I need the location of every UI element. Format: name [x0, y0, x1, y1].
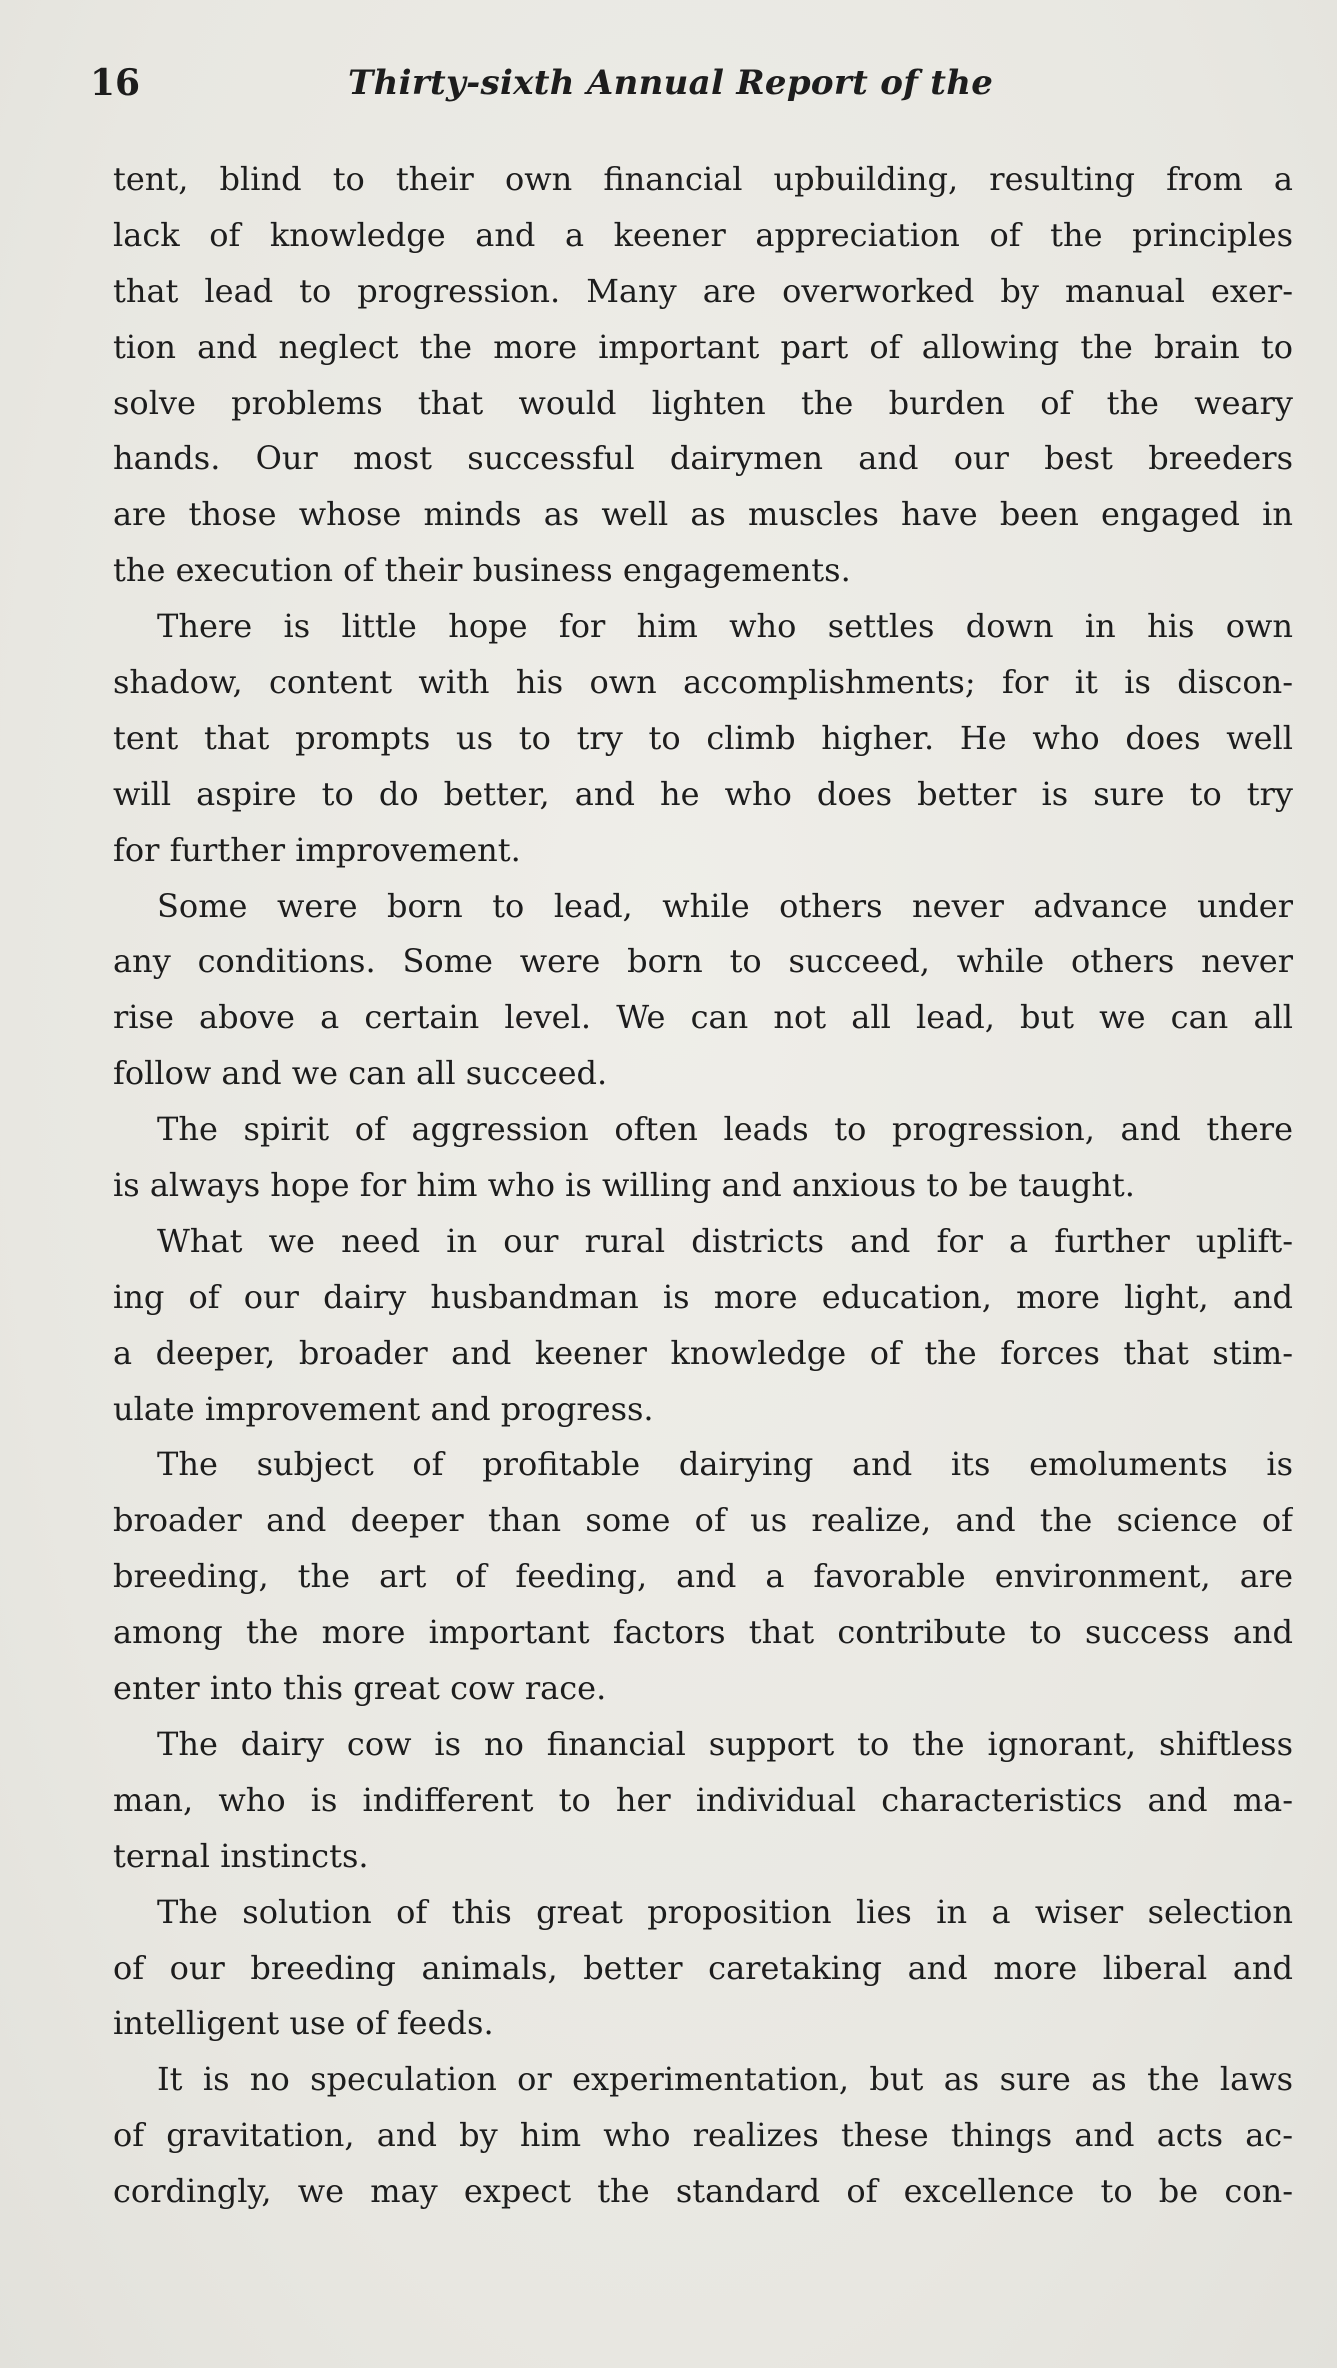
text-line: is always hope for him who is willing and anxious to be taught. — [113, 1166, 1135, 1205]
text-line: cordingly, we may expect the standard of excellence to be con- — [113, 2172, 1293, 2211]
page-header — [90, 58, 1290, 108]
text-line: ulate improvement and progress. — [113, 1389, 654, 1428]
text-line: There is little hope for him who settles down in his own — [157, 607, 1293, 646]
paragraph — [113, 152, 1293, 599]
text-line: Some were born to lead, while others never advance under — [157, 886, 1293, 925]
text-line: solve problems that would lighten the burden of the weary — [113, 383, 1293, 422]
text-line: tion and neglect the more important part of allowing the brain to — [113, 327, 1293, 366]
text-line: ing of our dairy husbandman is more education, more light, and — [113, 1277, 1293, 1316]
text-line: ternal instincts. — [113, 1836, 369, 1875]
text-line: of gravitation, and by him who realizes these things and acts ac- — [113, 2116, 1293, 2155]
text-line: The dairy cow is no financial support to the ignorant, shiftless — [157, 1724, 1293, 1763]
paragraph — [113, 1437, 1293, 1716]
page-number: 16 — [90, 62, 141, 104]
paragraph — [113, 2052, 1293, 2220]
text-line: will aspire to do better, and he who does better is sure to try — [113, 774, 1293, 813]
text-line: shadow, content with his own accomplishments; for it is discon- — [113, 663, 1293, 702]
text-line: It is no speculation or experimentation, but as sure as the laws — [157, 2060, 1293, 2099]
text-line: rise above a certain level. We can not all lead, but we can all — [113, 998, 1293, 1037]
text-line: What we need in our rural districts and for a further uplift- — [157, 1221, 1293, 1260]
text-line: any conditions. Some were born to succeed, while others never — [113, 942, 1293, 981]
paragraph — [113, 1214, 1293, 1438]
text-line: breeding, the art of feeding, and a favorable environment, are — [113, 1557, 1293, 1596]
text-line: follow and we can all succeed. — [113, 1054, 608, 1093]
text-line: The spirit of aggression often leads to progression, and there — [157, 1110, 1293, 1149]
paragraph — [113, 1885, 1293, 2053]
running-head: Thirty-sixth Annual Report of the — [348, 63, 994, 103]
text-line: the execution of their business engagements. — [113, 551, 851, 590]
text-line: The solution of this great proposition lies in a wiser selection — [157, 1892, 1293, 1931]
paragraph — [113, 599, 1293, 878]
text-line: that lead to progression. Many are overworked by manual exer- — [113, 271, 1293, 310]
text-line: hands. Our most successful dairymen and our best breeders — [113, 439, 1293, 478]
text-line: The subject of profitable dairying and its emoluments is — [157, 1445, 1293, 1484]
body-text — [113, 152, 1293, 2220]
text-line: a deeper, broader and keener knowledge of the forces that stim- — [113, 1333, 1293, 1372]
paragraph — [113, 879, 1293, 1103]
paragraph — [113, 1717, 1293, 1885]
text-line: intelligent use of feeds. — [113, 2004, 494, 2043]
text-line: of our breeding animals, better caretaking and more liberal and — [113, 1948, 1293, 1987]
text-line: tent that prompts us to try to climb higher. He who does well — [113, 718, 1293, 757]
text-line: are those whose minds as well as muscles have been engaged in — [113, 495, 1293, 534]
text-line: man, who is indifferent to her individual characteristics and ma- — [113, 1780, 1293, 1819]
paragraph — [113, 1102, 1293, 1214]
text-line: broader and deeper than some of us realize, and the science of — [113, 1501, 1293, 1540]
text-line: among the more important factors that contribute to success and — [113, 1613, 1293, 1652]
text-line: enter into this great cow race. — [113, 1669, 607, 1708]
text-line: tent, blind to their own financial upbuilding, resulting from a — [113, 160, 1293, 198]
text-line: lack of knowledge and a keener appreciation of the principles — [113, 215, 1293, 254]
text-line: for further improvement. — [113, 830, 521, 869]
